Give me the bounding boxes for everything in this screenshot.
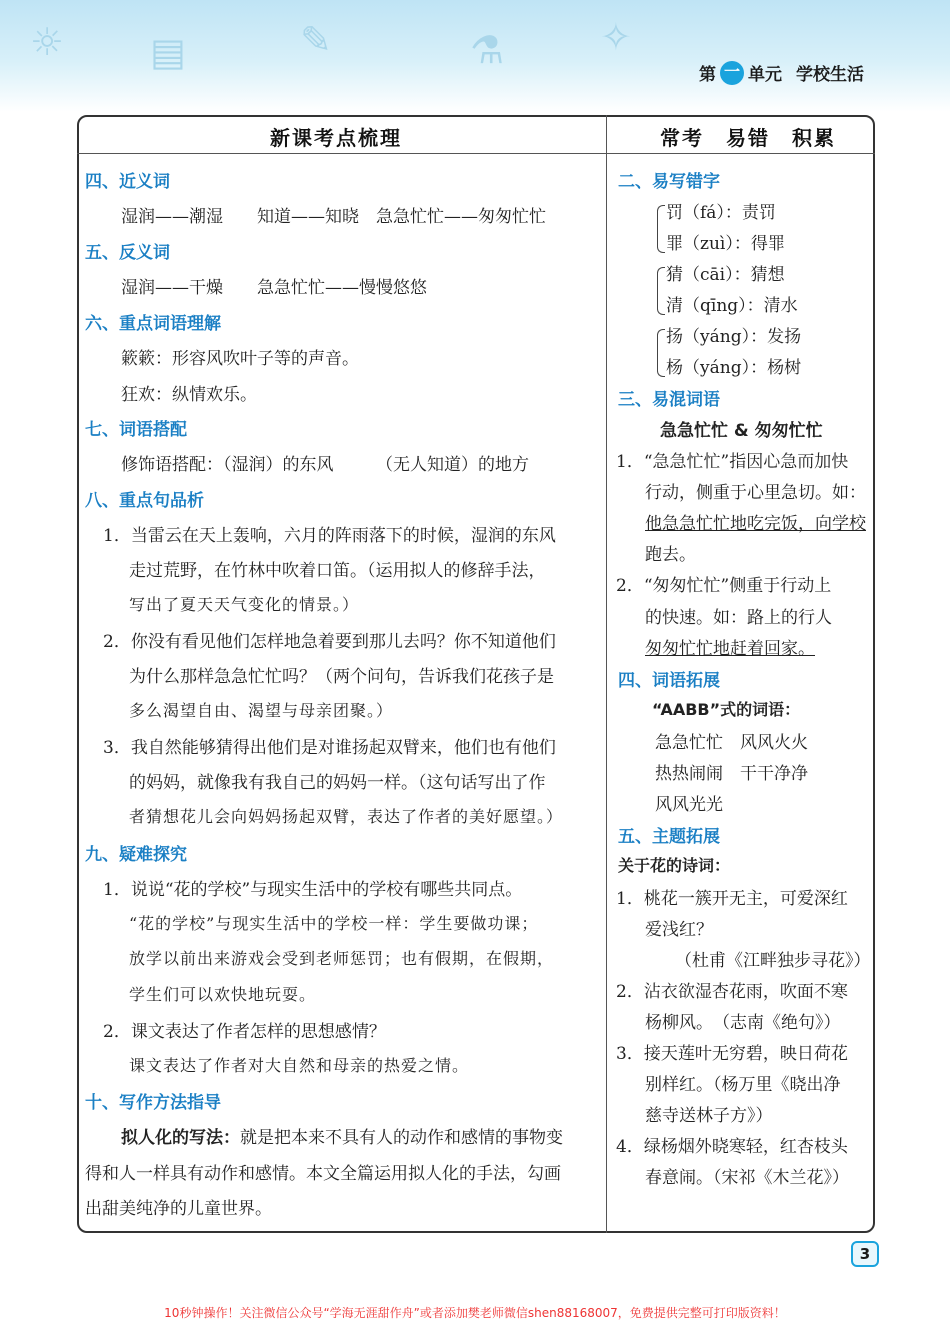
- text-line: 春意闹。（宋祁《木兰花》）: [645, 1168, 849, 1188]
- right-column-title: 常考 易错 积累: [660, 126, 836, 150]
- text-line: 别样红。（杨万里《晓出净: [645, 1075, 841, 1095]
- text-line: 2．你没有看见他们怎样地急着要到那儿去吗？你不知道他们: [103, 632, 556, 652]
- text-line: 学生们可以欢快地玩耍。: [129, 985, 317, 1004]
- text-line: 拟人化的写法：就是把本来不具有人的动作和感情的事物变: [121, 1128, 563, 1148]
- unit-number-badge: 一: [720, 61, 744, 85]
- text-line: 4．绿杨烟外晓寒轻，红杏枝头: [616, 1137, 848, 1157]
- text-line: 修饰语搭配：（湿润）的东风 （无人知道）的地方: [121, 455, 529, 475]
- text-line: 湿润——潮湿 知道——知晓 急急忙忙——匆匆忙忙: [121, 207, 546, 227]
- text-line: 3．接天莲叶无穷碧，映日荷花: [616, 1044, 848, 1064]
- text-line: 扬（yáng）：发扬: [666, 327, 802, 347]
- text-line: 放学以前出来游戏会受到老师惩罚；也有假期，在假期，: [129, 949, 555, 968]
- text-line: 2．沾衣欲湿杏花雨，吹面不寒: [616, 982, 848, 1002]
- section-heading: 九、疑难探究: [85, 845, 187, 865]
- subtitle: 关于花的诗词：: [618, 856, 731, 875]
- text-line: 走过荒野，在竹林中吹着口笛。（运用拟人的修辞手法，: [129, 561, 546, 581]
- text-line: 为什么那样急急忙忙吗？（两个问句，告诉我们花孩子是: [129, 667, 554, 687]
- text-line: 课文表达了作者对大自然和母亲的热爱之情。: [129, 1056, 470, 1075]
- section-heading: 四、近义词: [85, 172, 170, 192]
- text-line: （杜甫《江畔独步寻花》）: [675, 951, 871, 971]
- left-column-title: 新课考点梳理: [270, 126, 402, 150]
- text-line: 的快速。如：路上的行人: [645, 608, 832, 628]
- section-heading: 七、词语搭配: [85, 420, 187, 440]
- unit-header: 第 一 单元 学校生活: [699, 61, 864, 85]
- text-line: 3．我自然能够猜得出他们是对谁扬起双臂来，他们也有他们: [103, 738, 556, 758]
- title-divider: [77, 153, 875, 154]
- text-line: 急急忙忙 风风火火: [655, 733, 808, 753]
- text-line: 跑去。: [645, 545, 696, 565]
- page-number: 3: [851, 1241, 879, 1267]
- text-line: 1．说说“花的学校”与现实生活中的学校有哪些共同点。: [103, 880, 523, 900]
- flask-icon: ⚗: [470, 28, 505, 72]
- brace: [657, 205, 665, 253]
- text-line: 的妈妈，就像我有我自己的妈妈一样。（这句话写出了作: [129, 773, 546, 793]
- text-line: 他急急忙忙地吃完饭，向学校: [645, 514, 866, 534]
- section-heading: 四、词语拓展: [618, 671, 720, 691]
- text-line: 1．桃花一簇开无主，可爱深红: [616, 889, 848, 909]
- text-line: 罪（zuì）：得罪: [666, 234, 785, 254]
- text-line: 狂欢：纵情欢乐。: [121, 385, 257, 405]
- text-line: 行动，侧重于心里急切。如：: [645, 483, 866, 503]
- subtitle: 急急忙忙 & 匆匆忙忙: [660, 421, 823, 441]
- section-heading: 五、主题拓展: [618, 827, 720, 847]
- column-divider: [606, 115, 607, 1233]
- text-line: 罚（fá）：责罚: [666, 203, 776, 223]
- text-line: 者猜想花儿会向妈妈扬起双臂，表达了作者的美好愿望。）: [129, 807, 564, 826]
- book-icon: ▤: [150, 30, 186, 74]
- text-line: 匆匆忙忙地赶着回家。: [645, 639, 815, 659]
- section-heading: 十、写作方法指导: [85, 1093, 221, 1113]
- text-line: “花的学校”与现实生活中的学校一样：学生要做功课；: [129, 914, 539, 933]
- brace: [657, 267, 665, 315]
- header-band: [0, 0, 950, 112]
- bold-term: 拟人化的写法：: [121, 1128, 240, 1148]
- section-heading: 二、易写错字: [618, 172, 720, 192]
- text-line: 猜（cāi）：猜想: [666, 265, 785, 285]
- text-line: 得和人一样具有动作和感情。本文全篇运用拟人化的手法，勾画: [85, 1164, 561, 1184]
- subtitle: “AABB”式的词语：: [652, 700, 801, 719]
- footer-notice: 10秒钟操作！关注微信公众号“学海无涯甜作舟”或者添加樊老师微信shen88168007，免费提供完整可打印版资料！: [164, 1306, 786, 1320]
- text-line: 风风光光: [655, 795, 723, 815]
- text-line: 杨（yáng）：杨树: [666, 358, 802, 378]
- pencil-icon: ✎: [300, 18, 332, 62]
- text-line: 出甜美纯净的儿童世界。: [85, 1199, 272, 1219]
- text-line: 杨柳风。 （志南《绝句》）: [645, 1013, 841, 1033]
- section-heading: 五、反义词: [85, 243, 170, 263]
- section-heading: 六、重点词语理解: [85, 314, 221, 334]
- text-line: 爱浅红？: [645, 920, 713, 940]
- text-line: 多么渴望自由、渴望与母亲团聚。）: [129, 701, 394, 720]
- section-heading: 三、易混词语: [618, 390, 720, 410]
- text-line: 2．“匆匆忙忙”侧重于行动上: [616, 576, 832, 596]
- text-line: 热热闹闹 干干净净: [655, 764, 808, 784]
- text-line: 慈寺送林子方》）: [645, 1106, 773, 1126]
- star-icon: ✧: [600, 15, 632, 59]
- text-line: 1．“急急忙忙”指因心急而加快: [616, 452, 849, 472]
- section-heading: 八、重点句品析: [85, 491, 204, 511]
- text-line: 2．课文表达了作者怎样的思想感情？: [103, 1022, 386, 1042]
- text-line: 1．当雷云在天上轰响，六月的阵雨落下的时候，湿润的东风: [103, 526, 556, 546]
- text-line: 簌簌：形容风吹叶子等的声音。: [121, 349, 359, 369]
- lightbulb-icon: ☼: [30, 20, 65, 64]
- brace: [657, 329, 665, 377]
- text-line: 写出了夏天天气变化的情景。）: [129, 595, 360, 614]
- unit-title: 学校生活: [796, 65, 864, 85]
- text-line: 湿润——干燥 急急忙忙——慢慢悠悠: [121, 278, 427, 298]
- text-line: 清（qīng）：清水: [666, 296, 798, 316]
